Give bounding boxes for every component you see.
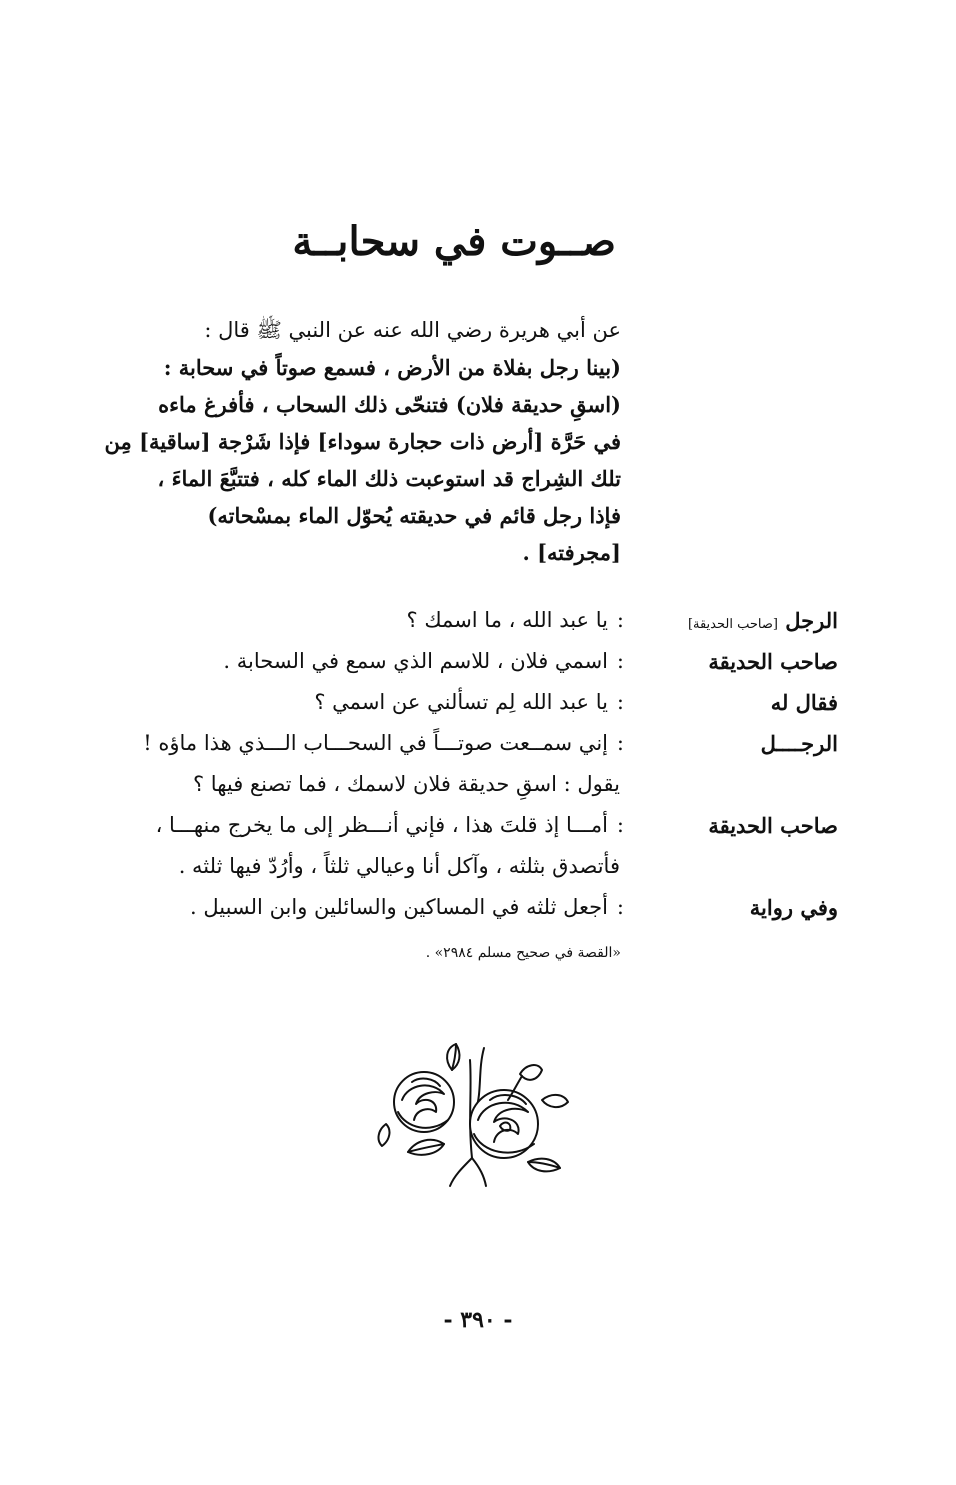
colon-separator: : [616,608,624,632]
hadith-line: فإذا رجل قائم في حديقته يُحوّل الماء بمسْحاته) [207,503,621,528]
hadith-line: في حَرَّة [أرض ذات حجارة سوداء] فإذا شَرْجة [ساقية] مِن [104,429,621,454]
speech-line: أمـــا إذ قلتَ هذا ، فإني أنـــظر إلى ما يخرج منهـــا ، [155,813,608,837]
source-citation: «القصة في صحيح مسلم ٢٩٨٤» . [425,945,621,961]
speaker-label [658,887,838,928]
rose-bouquet-icon [372,1040,572,1190]
colon-separator: : [616,813,624,837]
speech-line: فأتصدق بثلثه ، وآكل أنا وعيالي ثلثاً ، وأرُدّ فيها ثلثه . [178,854,620,878]
speaker-name: فقال له [770,690,838,715]
speaker-note: [صاحب الحديقة] [687,617,778,632]
page-title: صــوت في سحابــة [292,218,616,265]
speaker-label [658,600,838,645]
speaker-name: الرجــــل [760,731,838,756]
dialogue-row [118,600,838,641]
hadith-line: تلك الشِراج قد استوعبت ذلك الماء كله ، فتتبَّعَ الماءَ ، [157,466,621,491]
speech-line: أجعل ثلثه في المساكين والسائلين وابن السبيل . [190,895,608,919]
dialogue [118,600,838,928]
speech-line: إني سمــعت صوتـــاً في السحـــاب الـــذي هذا ماؤه ! [143,731,608,755]
speech-line: يقول : اسقِ حديقة فلان لاسمك ، فما تصنع فيها ؟ [192,772,620,796]
hadith-line: [مجرفته] . [522,540,621,565]
dialogue-row [118,723,838,805]
speaker-name: صاحب الحديقة [708,813,838,838]
speech-line: اسمي فلان ، للاسم الذي سمع في السحابة . [223,649,608,673]
speaker-label [658,641,838,682]
speaker-name: وفي رواية [749,895,838,920]
colon-separator: : [616,731,624,755]
colon-separator: : [616,895,624,919]
colon-separator: : [616,649,624,673]
dialogue-row [118,641,838,682]
colon-separator: : [616,690,624,714]
speaker-label [658,682,838,723]
speaker-label [658,805,838,846]
hadith-text [104,312,621,571]
hadith-line: (بينا رجل بفلاة من الأرض ، فسمع صوتاً في سحابة : [163,355,621,380]
speech-line: يا عبد الله ، ما اسمك ؟ [406,608,608,632]
hadith-line: عن أبي هريرة رضي الله عنه عن النبي ﷺ قال : [204,318,621,342]
speech-line: يا عبد الله لِم تسألني عن اسمي ؟ [314,690,608,714]
speaker-name: صاحب الحديقة [708,649,838,674]
dialogue-row [118,805,838,887]
dialogue-row [118,682,838,723]
hadith-line: (اسقِ حديقة فلان) فتنحّى ذلك السحاب ، فأفرغ ماءه [158,392,621,417]
page-number: - ٣٩٠ - [443,1307,513,1333]
speaker-name: الرجل [785,608,838,633]
speaker-label [658,723,838,764]
dialogue-row [118,887,838,928]
